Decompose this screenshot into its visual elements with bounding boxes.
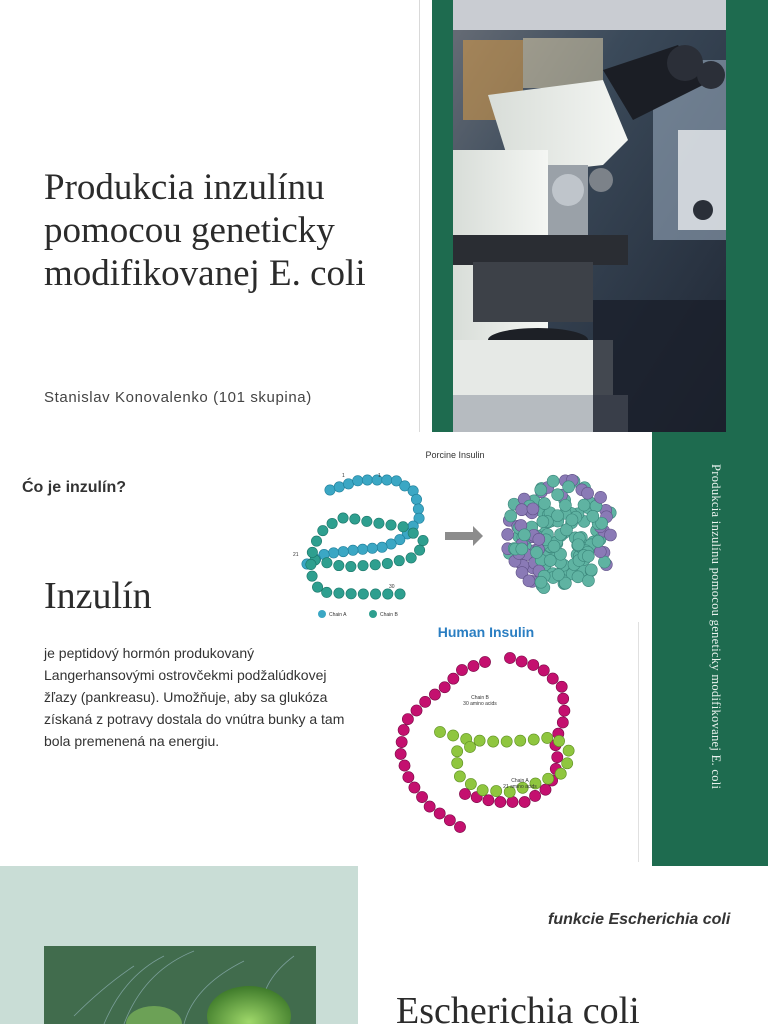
amino-acid-bead xyxy=(592,535,604,547)
amino-acid-bead xyxy=(357,544,367,554)
amino-acid-bead xyxy=(452,746,463,757)
chain-b-length: 30 amino acids xyxy=(463,701,497,707)
slide-body-text xyxy=(44,642,364,752)
amino-acid-bead xyxy=(353,476,363,486)
amino-acid-bead xyxy=(531,546,543,558)
amino-acid-bead xyxy=(452,757,463,768)
chain-a-length: 21 amino acids xyxy=(503,784,537,790)
slide-label: funkcie Escherichia coli xyxy=(548,911,731,928)
amino-acid-bead xyxy=(367,543,377,553)
amino-acid-bead xyxy=(483,795,494,806)
amino-acid-bead xyxy=(362,516,372,526)
amino-acid-bead xyxy=(595,491,607,503)
amino-acid-bead xyxy=(528,734,539,745)
amino-acid-bead xyxy=(582,575,594,587)
amino-acid-bead xyxy=(585,564,597,576)
amino-acid-bead xyxy=(448,730,459,741)
amino-acid-bead xyxy=(563,481,575,493)
amino-acid-bead xyxy=(377,542,387,552)
amino-acid-bead xyxy=(516,543,528,555)
amino-acid-bead xyxy=(396,736,407,747)
amino-acid-bead xyxy=(528,659,539,670)
amino-acid-bead xyxy=(370,560,380,570)
amino-acid-bead xyxy=(312,582,322,592)
amino-acid-bead xyxy=(519,796,530,807)
human-insulin-figure xyxy=(390,622,590,837)
amino-acid-bead xyxy=(459,788,470,799)
amino-acid-bead xyxy=(582,550,594,562)
amino-acid-bead xyxy=(547,673,558,684)
amino-acid-bead xyxy=(557,717,568,728)
legend-label: Chain B xyxy=(380,612,398,618)
amino-acid-bead xyxy=(403,772,414,783)
amino-acid-bead xyxy=(535,576,547,588)
amino-acid-bead xyxy=(383,589,393,599)
amino-acid-bead xyxy=(572,539,584,551)
amino-acid-bead xyxy=(488,736,499,747)
author-name: Stanislav Konovalenko (101 skupina) xyxy=(44,389,312,406)
microscope-photo xyxy=(453,0,726,432)
amino-acid-bead xyxy=(343,479,353,489)
amino-acid-bead xyxy=(468,660,479,671)
amino-acid-bead xyxy=(429,689,440,700)
amino-acid-bead xyxy=(398,522,408,532)
amino-acid-bead xyxy=(495,796,506,807)
amino-acid-bead xyxy=(424,801,435,812)
amino-acid-bead xyxy=(306,559,316,569)
amino-acid-bead xyxy=(348,545,358,555)
amino-acid-bead xyxy=(543,773,554,784)
amino-acid-bead xyxy=(501,736,512,747)
amino-acid-bead xyxy=(548,540,560,552)
amino-acid-bead xyxy=(439,682,450,693)
amino-acid-bead xyxy=(464,741,475,752)
amino-acid-bead xyxy=(325,485,335,495)
amino-acid-bead xyxy=(420,696,431,707)
amino-acid-bead xyxy=(474,735,485,746)
porcine-label: 30 xyxy=(389,584,395,590)
legend-swatch xyxy=(369,610,377,618)
amino-acid-bead xyxy=(552,510,564,522)
amino-acid-bead xyxy=(409,782,420,793)
amino-acid-bead xyxy=(562,758,573,769)
amino-acid-bead xyxy=(477,785,488,796)
amino-acid-bead xyxy=(552,569,564,581)
amino-acid-bead xyxy=(338,513,348,523)
amino-acid-bead xyxy=(318,525,328,535)
amino-acid-bead xyxy=(538,665,549,676)
porcine-label: 21 xyxy=(293,552,299,558)
porcine-figure-title: Porcine Insulin xyxy=(425,450,485,460)
amino-acid-bead xyxy=(408,528,418,538)
ecoli-slide xyxy=(0,866,768,1024)
slide-question: Ćo je inzulín? xyxy=(22,479,126,496)
amino-acid-bead xyxy=(507,796,518,807)
body-line: Langerhansovými ostrovčekmi podžalúdkovej xyxy=(44,667,327,683)
amino-acid-bead xyxy=(544,555,556,567)
insulin-slide xyxy=(0,432,768,866)
space-filling-model xyxy=(502,474,617,593)
amino-acid-bead xyxy=(454,821,465,832)
porcine-label: 1 xyxy=(342,473,345,479)
amino-acid-bead xyxy=(399,760,410,771)
amino-acid-bead xyxy=(491,785,502,796)
amino-acid-bead xyxy=(414,545,424,555)
amino-acid-bead xyxy=(515,735,526,746)
amino-acid-bead xyxy=(479,656,490,667)
amino-acid-bead xyxy=(418,535,428,545)
bacteria-photo xyxy=(44,946,316,1024)
amino-acid-bead xyxy=(311,536,321,546)
side-title: Produkcia inzulínu pomocou geneticky modifikovanej E. coli xyxy=(709,464,723,790)
amino-acid-bead xyxy=(558,693,569,704)
amino-acid-bead xyxy=(454,771,465,782)
chain-b-label: Chain B xyxy=(471,695,489,701)
amino-acid-bead xyxy=(322,558,332,568)
amino-acid-bead xyxy=(382,558,392,568)
body-line: bola premenená na energiu. xyxy=(44,733,220,749)
amino-acid-bead xyxy=(529,790,540,801)
amino-acid-bead xyxy=(358,560,368,570)
amino-acid-bead xyxy=(555,768,566,779)
amino-acid-bead xyxy=(327,518,337,528)
amino-acid-bead xyxy=(587,510,599,522)
amino-acid-bead xyxy=(394,555,404,565)
amino-acid-bead xyxy=(374,518,384,528)
amino-acid-bead xyxy=(559,705,570,716)
amino-acid-bead xyxy=(395,589,405,599)
amino-acid-bead xyxy=(563,745,574,756)
amino-acid-bead xyxy=(504,652,515,663)
amino-acid-bead xyxy=(540,784,551,795)
amino-acid-bead xyxy=(334,482,344,492)
legend-label: Chain A xyxy=(329,612,347,618)
amino-acid-bead xyxy=(533,533,545,545)
presentation-title xyxy=(44,166,416,295)
chain-a-label: Chain A xyxy=(511,778,529,784)
amino-acid-bead xyxy=(334,588,344,598)
amino-acid-bead xyxy=(547,475,559,487)
amino-acid-bead xyxy=(362,475,372,485)
amino-acid-bead xyxy=(444,815,455,826)
slide-heading: Escherichia coli xyxy=(396,990,640,1024)
amino-acid-bead xyxy=(434,808,445,819)
amino-acid-bead xyxy=(434,726,445,737)
amino-acid-bead xyxy=(370,589,380,599)
amino-acid-bead xyxy=(518,529,530,541)
amino-acid-bead xyxy=(552,489,564,501)
amino-acid-bead xyxy=(448,673,459,684)
amino-acid-bead xyxy=(556,681,567,692)
amino-acid-bead xyxy=(411,705,422,716)
amino-acid-bead xyxy=(350,514,360,524)
body-line: získaná z potravy dostala do vnútra bunky a tam xyxy=(44,711,345,727)
porcine-label: 1 xyxy=(378,473,381,479)
amino-acid-bead xyxy=(559,499,571,511)
body-line: je peptidový hormón produkovaný xyxy=(44,645,255,661)
amino-acid-bead xyxy=(582,487,594,499)
arrow-right-icon xyxy=(445,526,483,546)
amino-acid-bead xyxy=(537,516,549,528)
amino-acid-bead xyxy=(307,571,317,581)
amino-acid-bead xyxy=(456,664,467,675)
amino-acid-bead xyxy=(322,587,332,597)
title-slide xyxy=(0,0,768,432)
amino-acid-bead xyxy=(328,548,338,558)
amino-acid-bead xyxy=(307,547,317,557)
body-line: žľazy (pankreasu). Umožňuje, aby sa glukóza xyxy=(44,689,328,705)
amino-acid-bead xyxy=(523,575,535,587)
amino-acid-bead xyxy=(552,752,563,763)
amino-acid-bead xyxy=(516,656,527,667)
amino-acid-bead xyxy=(594,546,606,558)
amino-acid-bead xyxy=(338,546,348,556)
amino-acid-bead xyxy=(566,514,578,526)
divider-line xyxy=(638,622,639,862)
amino-acid-bead xyxy=(346,561,356,571)
amino-acid-bead xyxy=(505,510,517,522)
amino-acid-bead xyxy=(382,475,392,485)
amino-acid-bead xyxy=(358,589,368,599)
amino-acid-bead xyxy=(416,791,427,802)
amino-acid-bead xyxy=(516,504,528,516)
amino-acid-bead xyxy=(346,589,356,599)
amino-acid-bead xyxy=(411,494,421,504)
divider-line xyxy=(419,0,420,432)
amino-acid-bead xyxy=(402,714,413,725)
amino-acid-bead xyxy=(502,528,514,540)
title-line: modifikovanej E. coli xyxy=(44,253,366,294)
amino-acid-bead xyxy=(539,498,551,510)
title-line: pomocou geneticky xyxy=(44,210,335,251)
amino-acid-bead xyxy=(535,484,547,496)
amino-acid-bead xyxy=(465,778,476,789)
amino-acid-bead xyxy=(413,504,423,514)
amino-acid-bead xyxy=(395,748,406,759)
amino-acid-bead xyxy=(334,560,344,570)
amino-acid-bead xyxy=(604,529,616,541)
amino-acid-bead xyxy=(553,735,564,746)
amino-acid-bead xyxy=(386,520,396,530)
amino-acid-bead xyxy=(398,724,409,735)
slide-heading: Inzulín xyxy=(44,575,152,617)
porcine-insulin-figure xyxy=(285,442,640,624)
amino-acid-bead xyxy=(527,503,539,515)
amino-acid-bead xyxy=(578,499,590,511)
human-figure-title: Human Insulin xyxy=(437,624,535,640)
title-line: Produkcia inzulínu xyxy=(44,167,325,208)
legend-swatch xyxy=(318,610,326,618)
amino-acid-bead xyxy=(406,553,416,563)
amino-acid-bead xyxy=(542,732,553,743)
